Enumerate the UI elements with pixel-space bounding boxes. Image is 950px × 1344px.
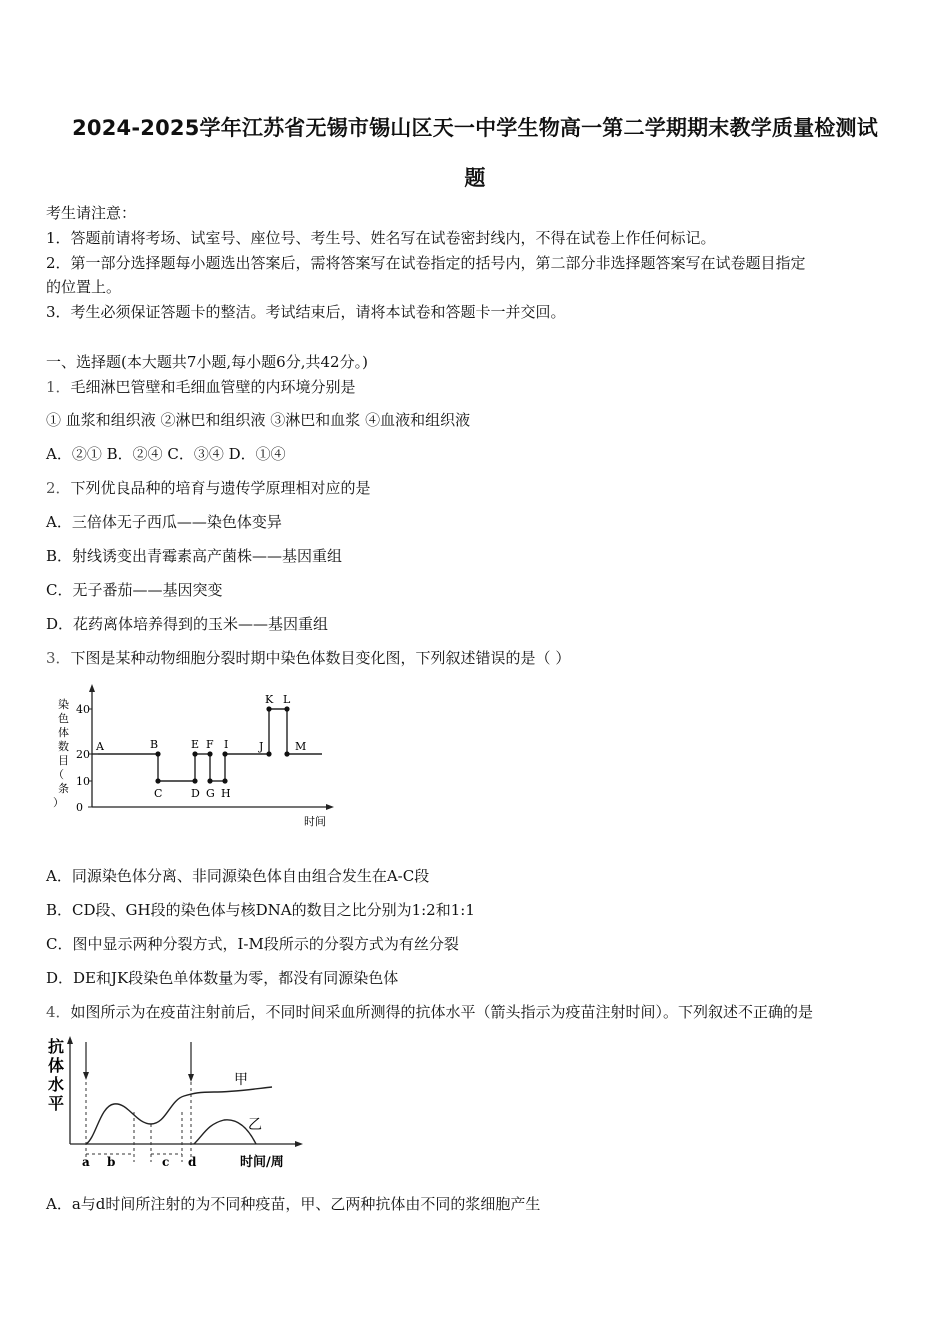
question-2-stem — [46, 478, 371, 498]
notice-item: 1．答题前请将考场、试室号、座位号、考生号、姓名写在试卷密封线内，不得在试卷上作任何标记。 — [46, 229, 716, 247]
data-point — [266, 751, 271, 756]
y-tick-label: 40 — [76, 703, 90, 716]
y-axis-label-char: 染 — [58, 698, 69, 711]
point-label: D — [191, 787, 200, 800]
data-point — [266, 706, 271, 711]
chromosome-number-chart — [46, 680, 346, 830]
data-point — [207, 778, 212, 783]
option-d: D．DE和JK段染色单体数量为零，都没有同源染色体 — [46, 969, 399, 987]
y-axis-arrow — [89, 684, 95, 692]
point-label: L — [283, 693, 291, 706]
y-axis-label-char: 水 — [48, 1075, 65, 1094]
point-label: H — [221, 787, 231, 800]
data-point — [207, 751, 212, 756]
y-tick-label: 0 — [76, 801, 83, 814]
point-label: J — [259, 740, 264, 753]
y-axis-label-char: 平 — [48, 1094, 65, 1113]
question-4-stem — [46, 1002, 813, 1022]
option-b: B．射线诱变出青霉素高产菌株——基因重组 — [46, 547, 343, 565]
question-1-options: A．②① B．②④ C．③④ D．①④ — [46, 445, 286, 463]
y-axis-label — [53, 697, 69, 809]
data-point — [155, 751, 160, 756]
notice-item: 2．第一部分选择题每小题选出答案后，需将答案写在试卷指定的括号内，第二部分非选择题答案写在试卷题目指定 — [46, 254, 806, 272]
option-c: C．无子番茄——基因突变 — [46, 581, 223, 599]
interval-d-label: d — [188, 1155, 197, 1169]
y-axis-label-char: 抗 — [48, 1037, 65, 1056]
injection-arrow-2-head — [188, 1074, 194, 1082]
data-point — [222, 778, 227, 783]
question-number: 3． — [46, 649, 71, 667]
antibody-level-chart — [44, 1034, 314, 1174]
question-1-stem — [46, 377, 356, 397]
option-b: B．CD段、GH段的染色体与核DNA的数目之比分别为1:2和1:1 — [46, 901, 475, 919]
point-label: F — [206, 738, 214, 751]
y-axis-label-char: 体 — [58, 726, 69, 739]
series-yi-curve — [194, 1120, 256, 1144]
point-label: K — [265, 693, 274, 706]
y-axis-label-char: 色 — [58, 712, 69, 725]
question-text: 如图所示为在疫苗注射前后，不同时间采血所测得的抗体水平（箭头指示为疫苗注射时间）。下列叙述不正确的是 — [70, 1003, 814, 1021]
option-a: A．同源染色体分离、非同源染色体自由组合发生在A-C段 — [46, 867, 430, 885]
point-label: C — [154, 787, 163, 800]
injection-arrow-1-head — [83, 1072, 89, 1080]
option-c: C．图中显示两种分裂方式，I-M段所示的分裂方式为有丝分裂 — [46, 935, 459, 953]
data-point — [192, 751, 197, 756]
interval-b-label: b — [107, 1155, 116, 1169]
y-axis-label-char: 条 — [58, 782, 69, 795]
y-axis-label — [48, 1037, 64, 1113]
option-d: D．花药离体培养得到的玉米——基因重组 — [46, 615, 329, 633]
question-text: 下图是某种动物细胞分裂时期中染色体数目变化图，下列叙述错误的是（ ） — [70, 649, 571, 667]
x-axis-arrow — [295, 1141, 303, 1147]
data-point — [284, 706, 289, 711]
y-tick-label: 20 — [76, 748, 90, 761]
y-axis-arrow — [67, 1036, 73, 1044]
y-axis-label-char: 体 — [48, 1056, 65, 1075]
series-jia-label: 甲 — [234, 1072, 248, 1088]
question-text: 毛细淋巴管壁和毛细血管壁的内环境分别是 — [70, 378, 356, 396]
exam-title: 2024-2025学年江苏省无锡市锡山区天一中学生物高一第二学期期末教学质量检测试 — [72, 116, 878, 140]
section-heading: 一、选择题(本大题共7小题,每小题6分,共42分。) — [46, 353, 368, 371]
notice-heading: 考生请注意： — [46, 204, 137, 222]
exam-title-continued: 题 — [464, 166, 486, 190]
question-number: 1． — [46, 378, 71, 396]
question-3-stem — [46, 648, 570, 668]
notice-item: 的位置上。 — [46, 278, 122, 296]
y-axis-label-char: 目 — [58, 754, 69, 767]
point-label: B — [150, 738, 159, 751]
point-label: G — [206, 787, 215, 800]
interval-c-label: c — [162, 1155, 170, 1169]
option-a: A．三倍体无子西瓜——染色体变异 — [46, 513, 282, 531]
question-1-items: ① 血浆和组织液 ②淋巴和组织液 ③淋巴和血浆 ④血液和组织液 — [46, 411, 471, 429]
data-point — [192, 778, 197, 783]
series-yi-label: 乙 — [248, 1117, 262, 1133]
interval-a-label: a — [82, 1155, 90, 1169]
question-text: 下列优良品种的培育与遗传学原理相对应的是 — [70, 479, 371, 497]
y-axis-label-char: ） — [53, 796, 64, 809]
notice-item: 3．考生必须保证答题卡的整洁。考试结束后，请将本试卷和答题卡一并交回。 — [46, 303, 566, 321]
data-point — [222, 751, 227, 756]
point-label: M — [295, 740, 307, 753]
question-number: 4． — [46, 1003, 71, 1021]
point-label: E — [191, 738, 200, 751]
series-jia-curve — [86, 1087, 272, 1144]
question-number: 2． — [46, 479, 71, 497]
data-point — [284, 751, 289, 756]
x-axis-label: 时间/周 — [240, 1155, 284, 1170]
y-axis-label-char: （ — [53, 768, 64, 781]
point-label: A — [96, 740, 104, 753]
y-tick-label: 10 — [76, 775, 90, 788]
point-label: I — [224, 738, 229, 751]
option-a: A．a与d时间所注射的为不同种疫苗，甲、乙两种抗体由不同的浆细胞产生 — [46, 1195, 541, 1213]
data-point — [155, 778, 160, 783]
x-axis-arrow — [326, 804, 334, 810]
y-axis-label-char: 数 — [58, 740, 69, 753]
x-axis-label: 时间 — [304, 815, 326, 828]
